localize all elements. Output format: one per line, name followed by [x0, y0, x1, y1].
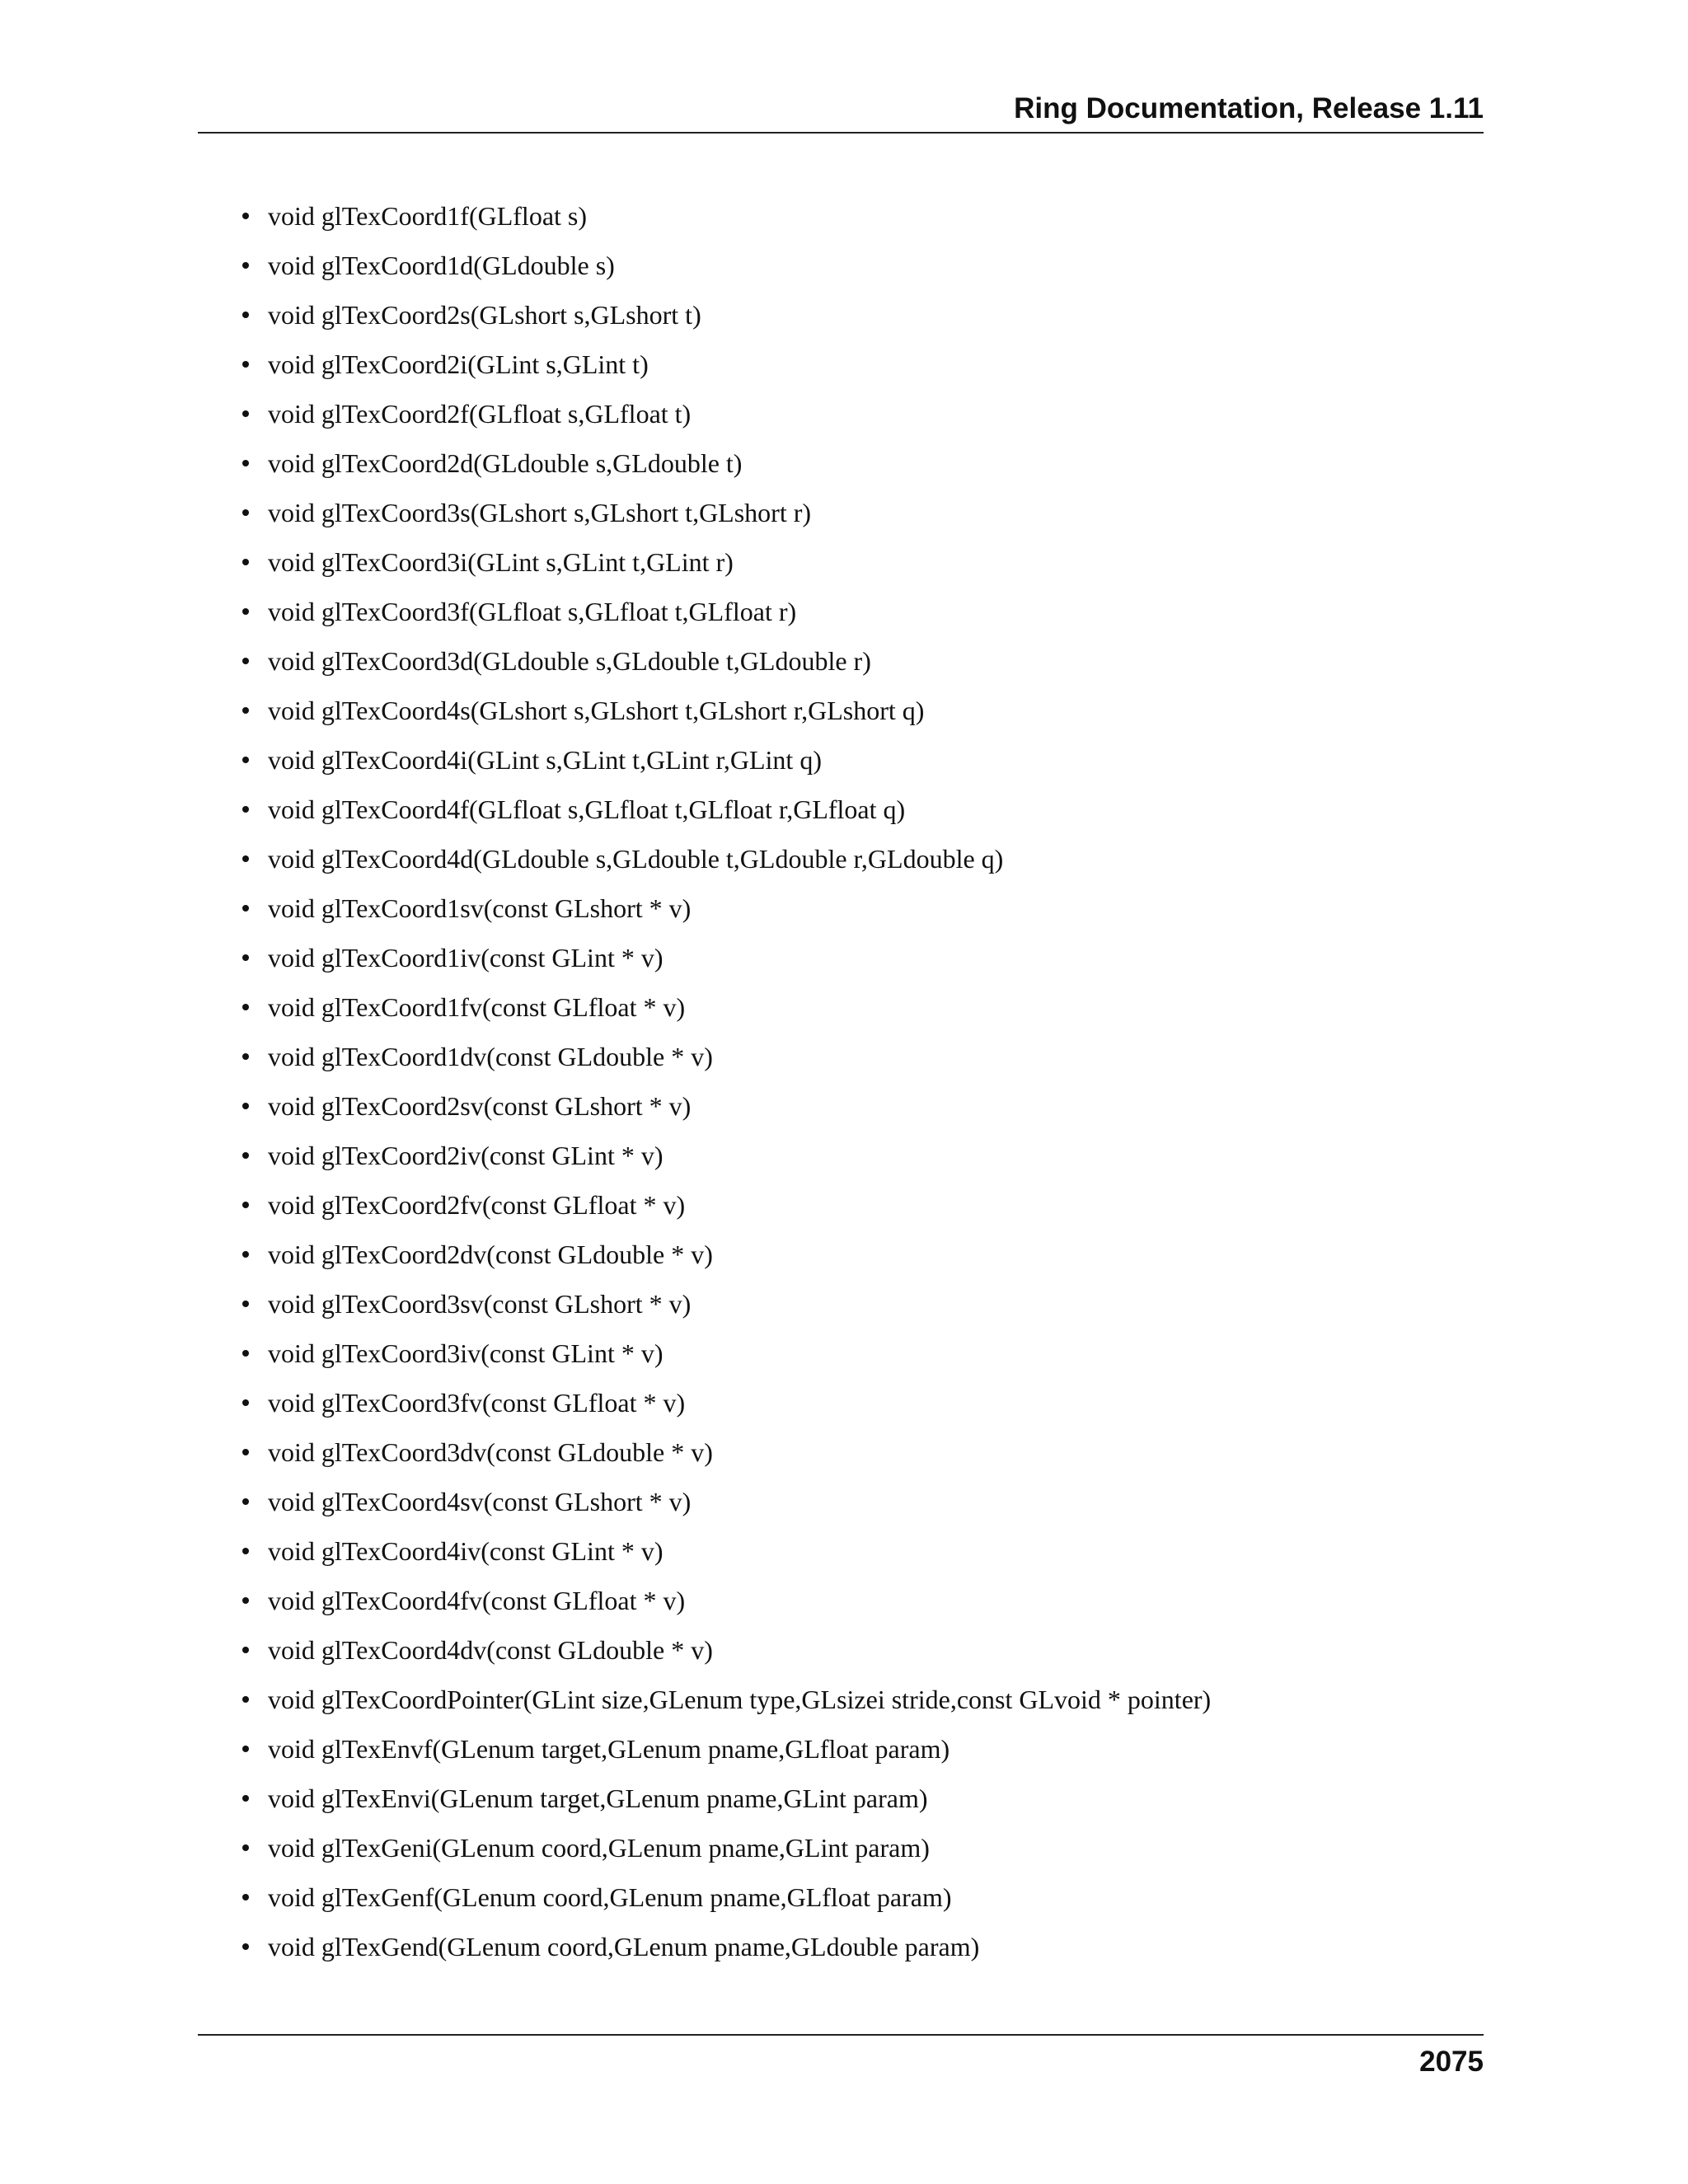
list-item — [239, 941, 1211, 991]
bullet-icon — [242, 1103, 249, 1109]
bullet-icon — [242, 757, 249, 763]
bullet-icon — [242, 1746, 249, 1752]
function-signature: void glTexCoord4i(GLint s,GLint t,GLint r,GLint q) — [268, 745, 822, 775]
bullet-icon — [242, 1449, 249, 1455]
bullet-icon — [242, 410, 249, 417]
bullet-icon — [242, 806, 249, 813]
function-signature: void glTexGend(GLenum coord,GLenum pname,GLdouble param) — [268, 1932, 980, 1961]
list-item — [239, 1633, 1211, 1683]
list-item — [239, 1436, 1211, 1485]
page-footer — [198, 2034, 1484, 2078]
function-signature: void glTexCoord1fv(const GLfloat * v) — [268, 992, 686, 1022]
list-item — [239, 1831, 1211, 1881]
function-signature: void glTexGeni(GLenum coord,GLenum pname,GLint param) — [268, 1833, 930, 1863]
function-signature: void glTexCoord3i(GLint s,GLint t,GLint r) — [268, 547, 734, 577]
bullet-icon — [242, 460, 249, 466]
function-signature: void glTexCoord3sv(const GLshort * v) — [268, 1289, 692, 1319]
list-item — [239, 546, 1211, 595]
function-signature: void glTexCoord3dv(const GLdouble * v) — [268, 1437, 713, 1467]
function-signature: void glTexCoord4f(GLfloat s,GLfloat t,GLfloat r,GLfloat q) — [268, 794, 906, 824]
list-item — [239, 298, 1211, 348]
function-signature: void glTexCoord1iv(const GLint * v) — [268, 943, 663, 972]
list-item — [239, 991, 1211, 1040]
list-item — [239, 1188, 1211, 1238]
function-signature: void glTexCoord3d(GLdouble s,GLdouble t,GLdouble r) — [268, 646, 871, 676]
bullet-icon — [242, 361, 249, 368]
bullet-icon — [242, 1795, 249, 1802]
bullet-icon — [242, 559, 249, 565]
bullet-icon — [242, 1943, 249, 1950]
list-item — [239, 1732, 1211, 1782]
list-item — [239, 793, 1211, 842]
list-item — [239, 595, 1211, 644]
bullet-icon — [242, 509, 249, 516]
list-item — [239, 1485, 1211, 1535]
bullet-icon — [242, 1004, 249, 1010]
list-item — [239, 1139, 1211, 1188]
list-item — [239, 1386, 1211, 1436]
list-item — [239, 1090, 1211, 1139]
bullet-icon — [242, 1647, 249, 1653]
function-signature: void glTexCoord4iv(const GLint * v) — [268, 1536, 663, 1566]
list-item — [239, 447, 1211, 496]
function-signature: void glTexCoord2dv(const GLdouble * v) — [268, 1240, 713, 1269]
bullet-icon — [242, 1301, 249, 1307]
function-signature: void glTexCoord2sv(const GLshort * v) — [268, 1091, 692, 1121]
function-signature: void glTexCoord4dv(const GLdouble * v) — [268, 1635, 713, 1665]
function-signature: void glTexCoord4d(GLdouble s,GLdouble t,GLdouble r,GLdouble q) — [268, 844, 1004, 874]
function-signature: void glTexCoord1sv(const GLshort * v) — [268, 893, 692, 923]
bullet-icon — [242, 608, 249, 615]
function-signature: void glTexCoord2iv(const GLint * v) — [268, 1141, 663, 1170]
function-signature: void glTexCoord4s(GLshort s,GLshort t,GLshort r,GLshort q) — [268, 696, 925, 725]
bullet-icon — [242, 905, 249, 912]
bullet-icon — [242, 707, 249, 714]
list-item — [239, 249, 1211, 298]
function-list — [239, 199, 1211, 1980]
list-item — [239, 694, 1211, 743]
list-item — [239, 1782, 1211, 1831]
bullet-icon — [242, 262, 249, 269]
bullet-icon — [242, 1498, 249, 1505]
bullet-icon — [242, 658, 249, 664]
bullet-icon — [242, 1251, 249, 1258]
list-item — [239, 1287, 1211, 1337]
bullet-icon — [242, 213, 249, 219]
function-signature: void glTexCoord4sv(const GLshort * v) — [268, 1487, 692, 1516]
bullet-icon — [242, 1844, 249, 1851]
function-signature: void glTexGenf(GLenum coord,GLenum pname,GLfloat param) — [268, 1882, 952, 1912]
document-title: Ring Documentation, Release 1.11 — [1014, 92, 1484, 124]
function-signature: void glTexCoord2fv(const GLfloat * v) — [268, 1190, 686, 1220]
function-signature: void glTexCoord3fv(const GLfloat * v) — [268, 1388, 686, 1418]
bullet-icon — [242, 1696, 249, 1703]
list-item — [239, 644, 1211, 694]
bullet-icon — [242, 312, 249, 318]
list-item — [239, 1238, 1211, 1287]
list-item — [239, 496, 1211, 546]
bullet-icon — [242, 1548, 249, 1554]
list-item — [239, 348, 1211, 397]
page-header — [198, 89, 1484, 134]
function-signature: void glTexCoord3s(GLshort s,GLshort t,GLshort r) — [268, 498, 812, 527]
function-signature: void glTexCoord1d(GLdouble s) — [268, 251, 615, 280]
function-signature: void glTexEnvi(GLenum target,GLenum pname,GLint param) — [268, 1783, 928, 1813]
list-item — [239, 1930, 1211, 1980]
bullet-icon — [242, 1399, 249, 1406]
page-number: 2075 — [1419, 2046, 1484, 2078]
list-item — [239, 199, 1211, 249]
bullet-icon — [242, 1053, 249, 1060]
list-item — [239, 1535, 1211, 1584]
list-item — [239, 1040, 1211, 1090]
function-signature: void glTexCoord2i(GLint s,GLint t) — [268, 349, 649, 379]
bullet-icon — [242, 1152, 249, 1159]
function-signature: void glTexCoordPointer(GLint size,GLenum type,GLsizei stride,const GLvoid * pointer) — [268, 1685, 1212, 1714]
function-signature: void glTexEnvf(GLenum target,GLenum pname,GLfloat param) — [268, 1734, 950, 1764]
function-signature: void glTexCoord2s(GLshort s,GLshort t) — [268, 300, 701, 330]
list-item — [239, 743, 1211, 793]
function-signature: void glTexCoord3iv(const GLint * v) — [268, 1338, 663, 1368]
bullet-icon — [242, 1894, 249, 1900]
list-item — [239, 397, 1211, 447]
list-item — [239, 842, 1211, 892]
function-signature: void glTexCoord1f(GLfloat s) — [268, 201, 588, 231]
bullet-icon — [242, 1350, 249, 1357]
function-signature: void glTexCoord2f(GLfloat s,GLfloat t) — [268, 399, 692, 429]
function-signature: void glTexCoord1dv(const GLdouble * v) — [268, 1042, 713, 1071]
list-item — [239, 892, 1211, 941]
function-signature: void glTexCoord4fv(const GLfloat * v) — [268, 1586, 686, 1615]
list-item — [239, 1337, 1211, 1386]
function-signature: void glTexCoord3f(GLfloat s,GLfloat t,GLfloat r) — [268, 597, 797, 626]
bullet-icon — [242, 1202, 249, 1208]
bullet-icon — [242, 954, 249, 961]
bullet-icon — [242, 1597, 249, 1604]
list-item — [239, 1584, 1211, 1633]
bullet-icon — [242, 855, 249, 862]
function-signature: void glTexCoord2d(GLdouble s,GLdouble t) — [268, 448, 743, 478]
list-item — [239, 1881, 1211, 1930]
list-item — [239, 1683, 1211, 1732]
